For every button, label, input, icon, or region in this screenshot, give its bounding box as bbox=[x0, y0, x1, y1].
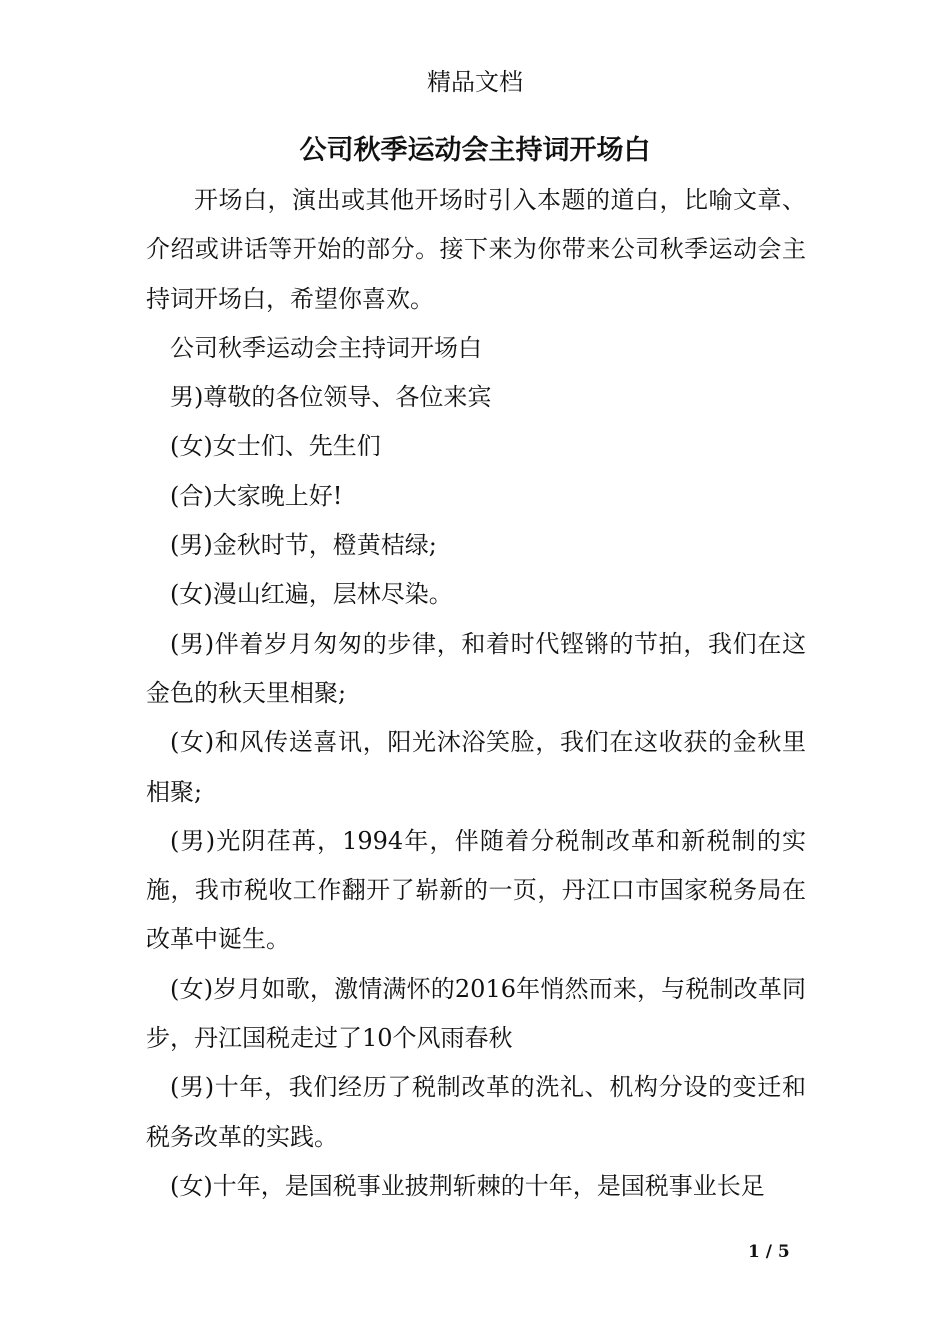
paragraph: (女)女士们、先生们 bbox=[170, 432, 381, 461]
paragraph: (男)十年，我们经历了税制改革的洗礼、机构分设的变迁和税务改革的实践。 bbox=[146, 1073, 806, 1151]
paragraph: (男)伴着岁月匆匆的步律，和着时代铿锵的节拍，我们在这金色的秋天里相聚; bbox=[146, 629, 806, 707]
paragraph: 公司秋季运动会主持词开场白 bbox=[170, 333, 482, 362]
paragraph: (男)金秋时节，橙黄桔绿; bbox=[170, 531, 437, 560]
paragraph: (女)岁月如歌，激情满怀的2016年悄然而来，与税制改革同步，丹江国税走过了10个风雨春秋 bbox=[146, 974, 806, 1053]
paragraph: (合)大家晚上好! bbox=[170, 481, 343, 510]
page-number: 1 / 5 bbox=[748, 1242, 790, 1262]
page-header: 精品文档 bbox=[427, 68, 523, 96]
paragraph: (女)十年，是国税事业披荆斩棘的十年，是国税事业长足 bbox=[170, 1171, 765, 1200]
paragraph-intro: 开场白，演出或其他开场时引入本题的道白，比喻文章、介绍或讲话等开始的部分。接下来为你带来公司秋季运动会主持词开场白，希望你喜欢。 bbox=[146, 186, 806, 313]
paragraph: 男)尊敬的各位领导、各位来宾 bbox=[170, 383, 492, 412]
document-title: 公司秋季运动会主持词开场白 bbox=[299, 135, 651, 166]
document-body bbox=[146, 176, 806, 1211]
paragraph: (男)光阴荏苒，1994年，伴随着分税制改革和新税制的实施，我市税收工作翻开了崭新的一页，丹江口市国家税务局在改革中诞生。 bbox=[146, 826, 806, 954]
paragraph: (女)和风传送喜讯，阳光沐浴笑脸，我们在这收获的金秋里相聚; bbox=[146, 728, 806, 806]
paragraph: (女)漫山红遍，层林尽染。 bbox=[170, 580, 453, 609]
